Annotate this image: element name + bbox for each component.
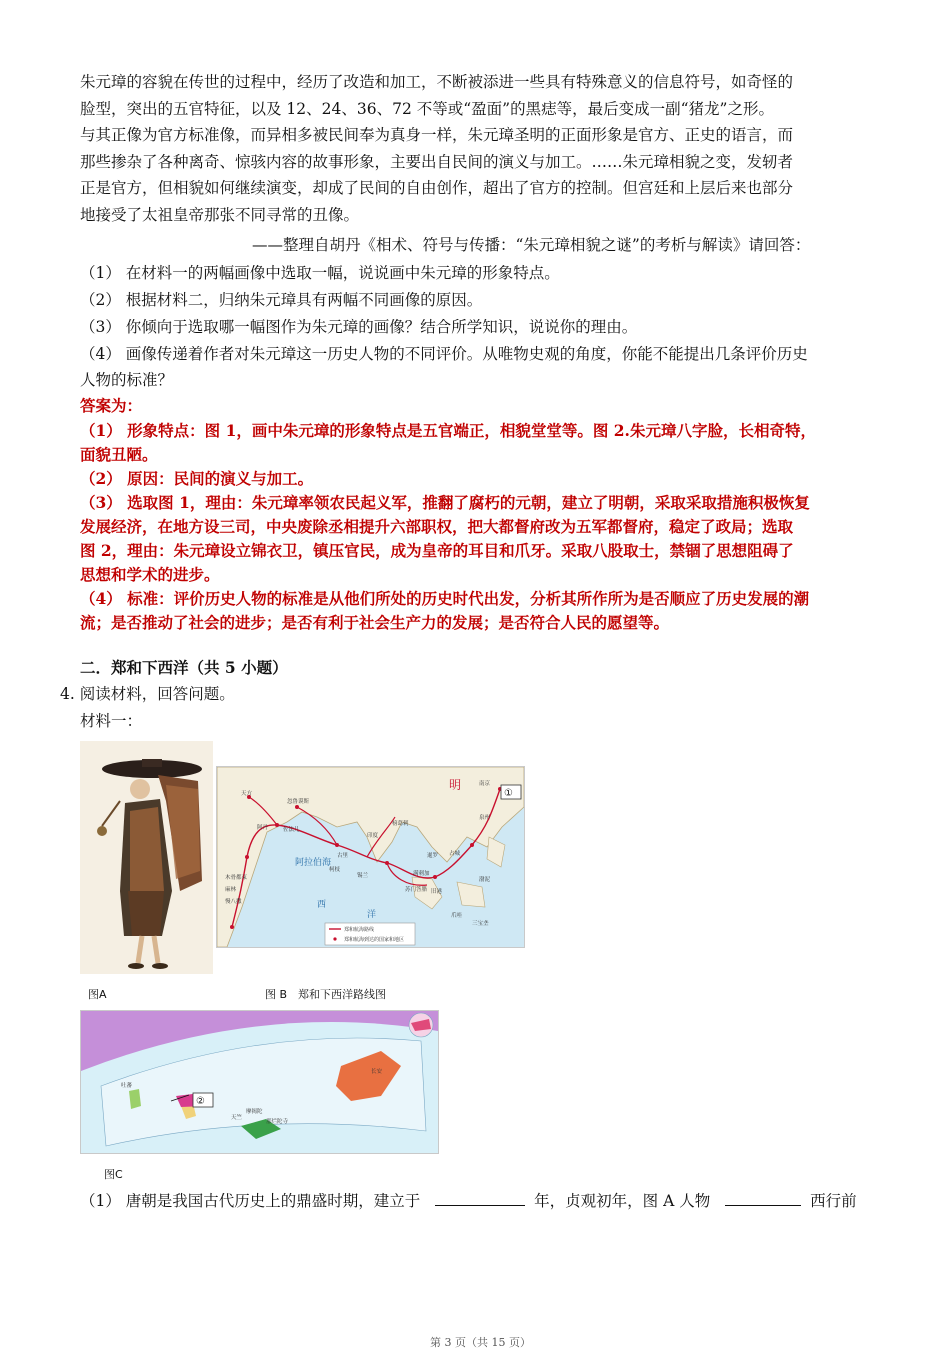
sub-question-1-part-b: 年，贞观初年，图 A 人物 — [534, 1192, 711, 1210]
place-label: 吐蕃 — [121, 1083, 133, 1089]
place-label: 泉州 — [479, 815, 491, 821]
place-label: 天方 — [241, 791, 253, 797]
place-label: 满剌加 — [413, 871, 430, 877]
place-label: 占城 — [449, 851, 461, 857]
place-label: 阿丹 — [257, 825, 269, 831]
region-green-west — [129, 1089, 141, 1109]
material-line: 脸型，突出的五官特征，以及 12、24、36、72 不等或“盈面”的黑痣等，最后变成一副“猪龙”之形。 — [80, 99, 774, 118]
zhenghe-route-map — [217, 767, 524, 947]
material-line: 朱元璋的容貌在传世的过程中，经历了改造和加工，不断被添进一些具有特殊意义的信息符号，如奇怪的 — [80, 73, 794, 91]
place-label: 苏门答腊 — [405, 887, 428, 893]
material-line: 正是官方，但相貌如何继续演变，却成了民间的自由创作，超出了官方的控制。但宫廷和上层后来也部分 — [80, 179, 794, 197]
place-label: 佐法儿 — [283, 827, 300, 833]
sub-question-1 — [80, 1187, 857, 1215]
monk-portrait-illustration — [80, 741, 213, 974]
place-label: 天竺 — [231, 1115, 243, 1121]
place-label: 那烂陀寺 — [266, 1119, 289, 1125]
place-label: 长安 — [371, 1069, 383, 1075]
sub-question-1-part-c: 西行前 — [810, 1192, 857, 1210]
answer-block — [80, 419, 892, 635]
material-line: 与其正像为官方标准像，而异相多被民间奉为真身一样，朱元璋圣明的正面形象是官方、正史的语言，而 — [80, 126, 794, 144]
answer-4: （4） 标准：评价历史人物的标准是从他们所处的历史时代出发，分析其所作所为是否顺应了历史发展的潮 — [80, 589, 810, 608]
question-3: （3） 你倾向于选取哪一幅图作为朱元璋的画像？结合所学知识，说说你的理由。 — [80, 318, 638, 336]
sea-label: 洋 — [367, 910, 377, 920]
page-footer: 第 3 页（共 15 页） — [430, 1336, 531, 1349]
figure-c-map — [80, 1010, 439, 1154]
legend-route: 郑和航海路线 — [344, 927, 375, 933]
answer-2: （2） 原因：民间的演义与加工。 — [80, 469, 314, 488]
answer-4-cont: 流；是否推动了社会的进步；是否有利于社会生产力的发展；是否符合人民的愿望等。 — [80, 613, 670, 632]
place-label: 柯枝 — [329, 867, 341, 873]
place-label: 榜葛剌 — [392, 821, 409, 827]
place-label: 印度 — [367, 833, 379, 839]
map-country-label: 明 — [449, 778, 462, 792]
question-4-stem: 4. 阅读材料，回答问题。 — [60, 685, 235, 703]
sea-label: 西 — [317, 900, 327, 910]
answer-title: 答案为： — [80, 396, 143, 415]
place-label: 渤泥 — [479, 877, 491, 883]
material-line: 那些掺杂了各种离奇、惊骇内容的故事形象，主要出自民间的演义与加工。……朱元璋相貌之变，发轫者 — [80, 152, 794, 171]
place-label: 南京 — [479, 781, 491, 787]
place-label: 麻林 — [225, 887, 237, 893]
answer-3-cont: 发展经济，在地方设三司，中央废除丞相提升六部职权，把大都督府改为五军都督府，稳定了政局；选取 — [80, 517, 794, 536]
place-label: 木骨都束 — [225, 875, 248, 881]
map-marker-1: ① — [504, 788, 513, 799]
figure-b-caption: 图 B 郑和下西洋路线图 — [265, 988, 387, 1001]
place-label: 暹罗 — [427, 853, 439, 859]
answer-3-cont: 图 2，理由：朱元璋设立锦衣卫，镇压官民，成为皇帝的耳目和爪牙。采取八股取士，禁锢了思想阻碍了 — [80, 541, 794, 560]
figure-a-portrait — [80, 741, 213, 974]
legend-places: 郑和航海到达的国家和地区 — [344, 937, 405, 943]
question-2: （2） 根据材料二，归纳朱元璋具有两幅不同画像的原因。 — [80, 291, 483, 309]
answer-3: （3） 选取图 1，理由：朱元璋率领农民起义军，推翻了腐朽的元朝，建立了明朝，采取采取措施积极恢复 — [80, 493, 810, 512]
answer-blank-person[interactable] — [725, 1187, 801, 1206]
figure-a-caption: 图A — [88, 988, 107, 1001]
material-one-label: 材料一： — [80, 712, 143, 730]
material-two-paragraph — [80, 69, 892, 228]
place-label: 慢八撒 — [225, 899, 242, 905]
place-label: 摩揭陀 — [246, 1109, 263, 1115]
question-4: （4） 画像传递着作者对朱元璋这一历史人物的不同评价。从唯物史观的角度，你能不能提出几条评价历史 — [80, 345, 808, 363]
figure-b-route-map — [216, 766, 525, 948]
place-label: 锡兰 — [357, 873, 369, 879]
sea-label: 阿拉伯海 — [295, 858, 332, 868]
question-4-cont: 人物的标准？ — [80, 371, 174, 389]
place-label: 爪哇 — [451, 913, 463, 919]
answer-3-cont: 思想和学术的进步。 — [80, 565, 220, 584]
figure-c-caption: 图C — [104, 1168, 123, 1181]
place-label: 古里 — [337, 853, 349, 859]
place-label: 旧港 — [431, 889, 443, 895]
place-label: 忽鲁谟斯 — [287, 799, 310, 805]
section-title: 二．郑和下西洋（共 5 小题） — [80, 658, 288, 677]
tang-map — [81, 1011, 438, 1153]
map-marker-2: ② — [196, 1096, 205, 1107]
material-line: 地接受了太祖皇帝那张不同寻常的丑像。 — [80, 205, 360, 224]
question-1: （1） 在材料一的两幅画像中选取一幅，说说画中朱元璋的形象特点。 — [80, 264, 560, 282]
place-label: 三宝垄 — [472, 921, 489, 927]
answer-1: （1） 形象特点：图 1，画中朱元璋的形象特点是五官端正，相貌堂堂等。图 2.朱元璋八字脸，长相奇特， — [80, 421, 816, 440]
material-source: ——整理自胡丹《相术、符号与传播：“朱元璋相貌之谜”的考析与解读》请回答： — [252, 236, 811, 254]
answer-1-cont: 面貌丑陋。 — [80, 445, 158, 464]
sub-question-1-part-a: （1） 唐朝是我国古代历史上的鼎盛时期，建立于 — [80, 1192, 421, 1210]
answer-blank-year[interactable] — [435, 1187, 525, 1206]
